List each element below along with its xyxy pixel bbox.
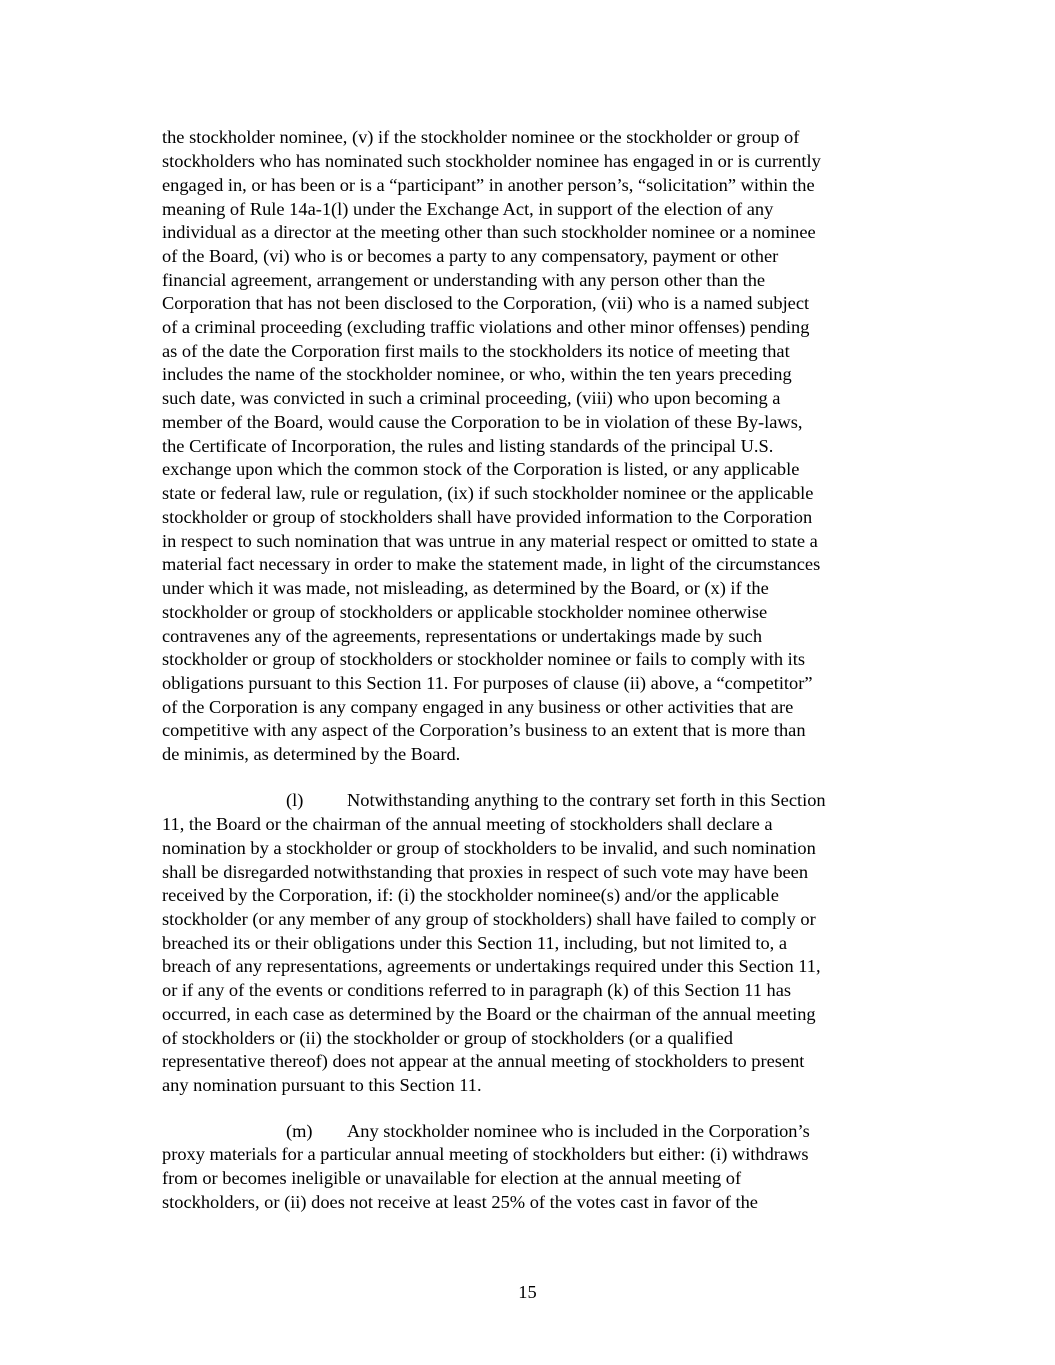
text-line: meaning of Rule 14a-1(l) under the Exchange Act, in support of the election of any: [162, 199, 774, 219]
text-line: engaged in, or has been or is a “participant” in another person’s, “solicitation” within the: [162, 175, 815, 195]
text-line: includes the name of the stockholder nominee, or who, within the ten years preceding: [162, 364, 792, 384]
text-line: of stockholders or (ii) the stockholder or group of stockholders (or a qualified: [162, 1028, 733, 1048]
text-line: stockholder or group of stockholders or stockholder nominee or fails to comply with its: [162, 649, 806, 669]
text-line: state or federal law, rule or regulation, (ix) if such stockholder nominee or the applicable: [162, 483, 814, 503]
page-number: 15: [518, 1282, 537, 1302]
text-line: obligations pursuant to this Section 11. For purposes of clause (ii) above, a “competitor”: [162, 673, 813, 693]
paragraph-marker: (l): [286, 790, 304, 810]
text-line: stockholder (or any member of any group of stockholders) shall have failed to comply or: [162, 909, 816, 929]
paragraph-marker: (m): [286, 1121, 313, 1141]
text-line: breached its or their obligations under this Section 11, including, but not limited to, a: [162, 933, 788, 953]
text-line: the Certificate of Incorporation, the rules and listing standards of the principal U.S.: [162, 436, 774, 456]
text-line: exchange upon which the common stock of the Corporation is listed, or any applicable: [162, 459, 800, 479]
text-line: 11, the Board or the chairman of the annual meeting of stockholders shall declare a: [162, 814, 773, 834]
text-line: financial agreement, arrangement or understanding with any person other than the: [162, 270, 766, 290]
text-line: proxy materials for a particular annual meeting of stockholders but either: (i) withdraws: [162, 1144, 809, 1164]
text-line: individual as a director at the meeting other than such stockholder nominee or a nominee: [162, 222, 816, 242]
text-line: of a criminal proceeding (excluding traffic violations and other minor offenses) pending: [162, 317, 810, 337]
text-line: occurred, in each case as determined by the Board or the chairman of the annual meeting: [162, 1004, 816, 1024]
text-line: Any stockholder nominee who is included in the Corporation’s: [347, 1121, 810, 1141]
text-line: any nomination pursuant to this Section 11.: [162, 1075, 482, 1095]
text-line: or if any of the events or conditions referred to in paragraph (k) of this Section 11 has: [162, 980, 792, 1000]
text-line: contravenes any of the agreements, representations or undertakings made by such: [162, 626, 763, 646]
text-line: representative thereof) does not appear at the annual meeting of stockholders to present: [162, 1051, 805, 1071]
text-line: such date, was convicted in such a criminal proceeding, (viii) who upon becoming a: [162, 388, 781, 408]
text-line: from or becomes ineligible or unavailable for election at the annual meeting of: [162, 1168, 742, 1188]
text-line: shall be disregarded notwithstanding that proxies in respect of such vote may have been: [162, 862, 809, 882]
text-line: de minimis, as determined by the Board.: [162, 744, 461, 764]
text-line: breach of any representations, agreements or undertakings required under this Section 11,: [162, 956, 821, 976]
text-line: stockholders, or (ii) does not receive at least 25% of the votes cast in favor of the: [162, 1192, 758, 1212]
text-line: in respect to such nomination that was untrue in any material respect or omitted to state a: [162, 531, 818, 551]
text-line: nomination by a stockholder or group of stockholders to be invalid, and such nomination: [162, 838, 816, 858]
text-line: under which it was made, not misleading, as determined by the Board, or (x) if the: [162, 578, 769, 598]
text-line: competitive with any aspect of the Corporation’s business to an extent that is more than: [162, 720, 806, 740]
text-line: stockholders who has nominated such stockholder nominee has engaged in or is currently: [162, 151, 821, 171]
text-line: of the Corporation is any company engaged in any business or other activities that are: [162, 697, 794, 717]
text-line: member of the Board, would cause the Corporation to be in violation of these By-laws,: [162, 412, 803, 432]
text-line: stockholder or group of stockholders or applicable stockholder nominee otherwise: [162, 602, 768, 622]
text-line: stockholder or group of stockholders shall have provided information to the Corporation: [162, 507, 813, 527]
text-line: the stockholder nominee, (v) if the stockholder nominee or the stockholder or group of: [162, 127, 800, 147]
text-line: as of the date the Corporation first mails to the stockholders its notice of meeting that: [162, 341, 790, 361]
text-line: material fact necessary in order to make the statement made, in light of the circumstances: [162, 554, 821, 574]
text-line: Notwithstanding anything to the contrary set forth in this Section: [347, 790, 826, 810]
text-line: of the Board, (vi) who is or becomes a party to any compensatory, payment or other: [162, 246, 779, 266]
text-line: received by the Corporation, if: (i) the stockholder nominee(s) and/or the applicable: [162, 885, 779, 905]
text-line: Corporation that has not been disclosed to the Corporation, (vii) who is a named subject: [162, 293, 810, 313]
